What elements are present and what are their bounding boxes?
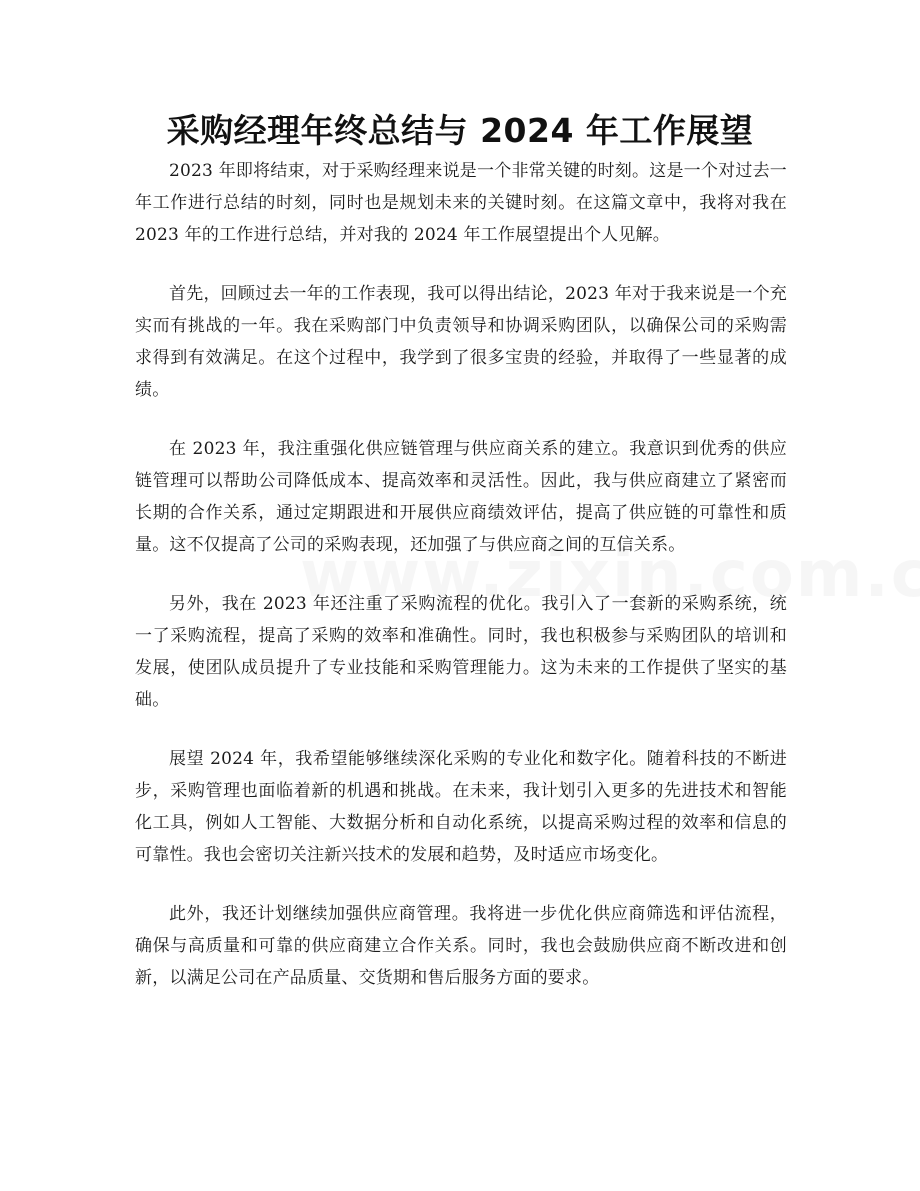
document-title: 采购经理年终总结与 2024 年工作展望 <box>166 111 754 150</box>
paragraph-process-optimization: 另外，我在 2023 年还注重了采购流程的优化。我引入了一套新的采购系统，统一了采购流程，提高了采购的效率和准确性。同时，我也积极参与采购团队的培训和发展，使团队成员提升了专业技能和采购管理能力。这为未来的工作提供了坚实的基础。 <box>135 594 787 710</box>
document-body <box>135 155 787 1021</box>
paragraph-supply-chain: 在 2023 年，我注重强化供应链管理与供应商关系的建立。我意识到优秀的供应链管理可以帮助公司降低成本、提高效率和灵活性。因此，我与供应商建立了紧密而长期的合作关系，通过定期跟进和开展供应商绩效评估，提高了供应链的可靠性和质量。这不仅提高了公司的采购表现，还加强了与供应商之间的互信关系。 <box>135 439 787 555</box>
paragraph-review: 首先，回顾过去一年的工作表现，我可以得出结论，2023 年对于我来说是一个充实而有挑战的一年。我在采购部门中负责领导和协调采购团队，以确保公司的采购需求得到有效满足。在这个过程中，我学到了很多宝贵的经验，并取得了一些显著的成绩。 <box>135 284 787 400</box>
paragraph-supplier-management: 此外，我还计划继续加强供应商管理。我将进一步优化供应商筛选和评估流程，确保与高质量和可靠的供应商建立合作关系。同时，我也会鼓励供应商不断改进和创新，以满足公司在产品质量、交货期和售后服务方面的要求。 <box>135 904 787 988</box>
paragraph-intro: 2023 年即将结束，对于采购经理来说是一个非常关键的时刻。这是一个对过去一年工作进行总结的时刻，同时也是规划未来的关键时刻。在这篇文章中，我将对我在 2023 年的工作进行总结，并对我的 2024 年工作展望提出个人见解。 <box>135 161 787 245</box>
paragraph-outlook-2024: 展望 2024 年，我希望能够继续深化采购的专业化和数字化。随着科技的不断进步，采购管理也面临着新的机遇和挑战。在未来，我计划引入更多的先进技术和智能化工具，例如人工智能、大数据分析和自动化系统，以提高采购过程的效率和信息的可靠性。我也会密切关注新兴技术的发展和趋势，及时适应市场变化。 <box>135 749 787 865</box>
